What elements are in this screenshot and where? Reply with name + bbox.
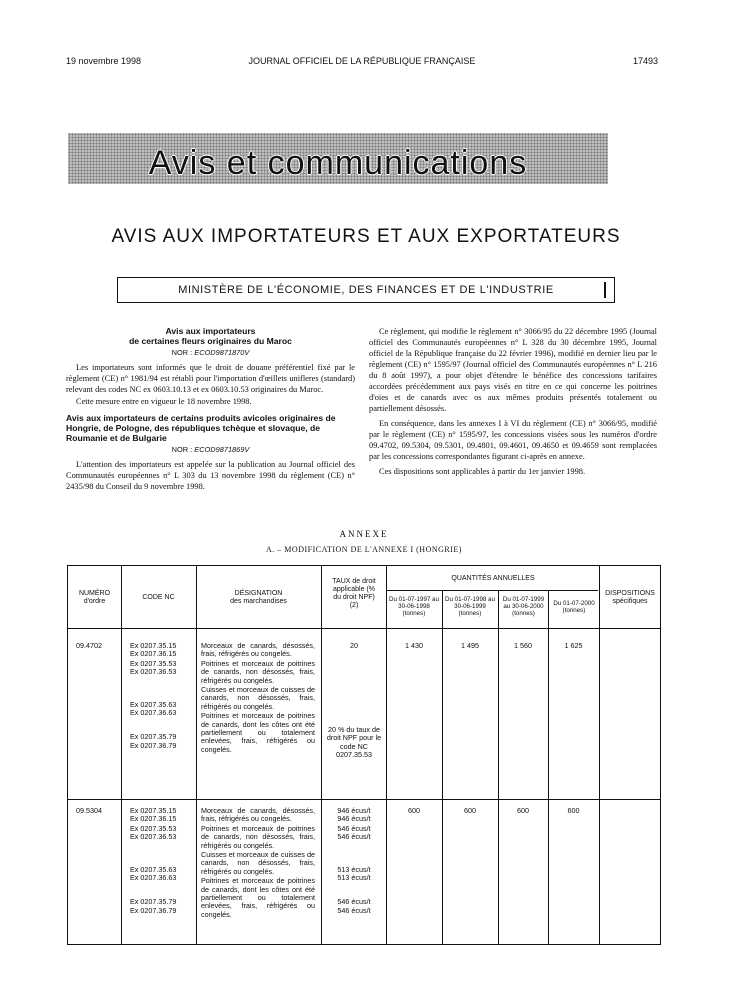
row2-designation: Poitrines et morceaux de poitrines de canards, non désossés, frais, réfrigérés ou congelés.: [201, 823, 315, 850]
row1-code: Ex 0207.35.15: [130, 641, 177, 650]
header-q1: Du 01-07-1997 au 30-06-1998 (tonnes): [389, 596, 439, 617]
row2-taux-value: 546 écus/t: [337, 905, 371, 915]
header-code-nc: CODE NC: [142, 594, 175, 601]
row2-code: Ex 0207.35.79: [130, 897, 177, 907]
left-column: [66, 326, 355, 493]
header-q4: Du 01-07-2000 (tonnes): [553, 600, 595, 614]
row1-code: Ex 0207.36.53: [130, 667, 177, 677]
row1-code: Ex 0207.36.15: [130, 649, 177, 659]
row2-code: Ex 0207.35.63: [130, 864, 177, 874]
row1-code: Ex 0207.35.53: [130, 658, 177, 668]
ministry-box: [117, 277, 615, 303]
header-page-number: 17493: [632, 56, 658, 66]
notice2-paragraph1: L'attention des importateurs est appelée sur la publication au Journal officiel des Communautés européennes n° L 303 du 13 novembre 1998 du règlement (CE) n° 2435/98 du Conseil du 9 novembre 1998.: [66, 460, 355, 491]
header-designation: [196, 590, 321, 606]
row1-code: Ex 0207.36.63: [130, 708, 177, 718]
header-q2: Du 01-07-1998 au 30-06-1999 (tonnes): [445, 596, 495, 617]
notice1-paragraph2: Cette mesure entre en vigueur le 18 novembre 1998.: [76, 397, 252, 406]
page-header: [66, 56, 658, 70]
table-col-divider: [196, 566, 197, 944]
notice1-title-line2: de certaines fleurs originaires du Maroc: [129, 336, 292, 346]
row2-taux-value: 513 écus/t: [337, 864, 371, 874]
table-col-divider: [599, 566, 600, 944]
right-paragraph3: Ces dispositions sont applicables à partir du 1er janvier 1998.: [379, 467, 586, 476]
header-designation-line2: des marchandises: [230, 598, 287, 605]
row2-code: Ex 0207.35.53: [130, 823, 177, 833]
row1-code: Ex 0207.35.63: [130, 699, 177, 709]
annexe-subtitle: A. – MODIFICATION DE L'ANNEXE I (HONGRIE): [266, 545, 462, 554]
notice2-title: Avis aux importateurs de certains produits avicoles originaires de Hongrie, de Pologne, des républiques tchèque et slovaque, de Roumanie et de Bulgarie: [66, 413, 336, 443]
notice1-paragraph1: Les importateurs sont informés que le droit de douane préférentiel fixé par le règlement (CE) n° 1981/94 est rétabli pour l'importation d'œillets unifleres (standard) relevant des codes NC ex 0603.10.13 et ex 0603.10.53 originaires du Maroc.: [66, 363, 355, 394]
header-date: 19 novembre 1998: [66, 56, 142, 66]
row2-q2: 600: [464, 806, 476, 815]
row1-q2: 1 495: [461, 641, 479, 650]
row2-designation: Morceaux de canards, désossés, frais, réfrigérés ou congelés.: [201, 806, 315, 824]
row1-q4: 1 625: [564, 641, 583, 650]
row1-taux: 20: [350, 641, 358, 650]
row2-code: Ex 0207.36.63: [130, 873, 177, 883]
row2-taux-value: 946 écus/t: [337, 806, 371, 815]
row1-designation: Morceaux de canards, désossés, frais, réfrigérés ou congelés.: [201, 641, 315, 659]
table-header-divider: [386, 590, 598, 591]
row2-code: Ex 0207.36.79: [130, 905, 177, 915]
header-numero: NUMÉRO d'ordre: [78, 590, 111, 605]
header-designation-line1: DÉSIGNATION: [234, 590, 283, 597]
table-row-divider: [68, 799, 660, 800]
row2-code: Ex 0207.35.15: [130, 806, 177, 815]
row1-q3: 1 560: [514, 641, 532, 650]
right-paragraph1: Ce règlement, qui modifie le règlement n° 3066/95 du 22 décembre 1995 (Journal officiel des Communautés européennes n° L 328 du 30 décembre 1995, Journal officiel de la République française du 22 février 1996), modifié en dernier lieu par le règlement (CE) n° 1595/97 (Journal officiel des Communautés européennes n° L 216 du 8 août 1997), a pour objet d'étendre le bénéfice des concessions tarifaires accordées précédemment aux pays visés en titre en ce qui concerne les poitrines d'oies et de canards avec os aux mêmes produits présentés totalement ou partiellement désossés.: [369, 327, 657, 413]
row2-taux-value: 546 écus/t: [337, 832, 371, 842]
row1-designation: Cuisses et morceaux de cuisses de canards, non désossés, frais, réfrigérés ou congelés.: [201, 685, 315, 711]
row1-designation: Poitrines et morceaux de poitrines de canards, dont les côtes ont été partiellement ou totalement enlevées, frais, réfrigérés ou congelés.: [201, 711, 315, 754]
header-journal-title: JOURNAL OFFICIEL DE LA RÉPUBLIQUE FRANÇAISE: [248, 56, 476, 66]
table-header-bottom: [68, 628, 660, 629]
row2-taux-value: 946 écus/t: [337, 814, 371, 824]
row1-taux-note: 20 % du taux de droit NPF pour le code NC 0207.35.53: [326, 725, 382, 760]
row2-designations: [201, 807, 315, 920]
row2-taux-value: 513 écus/t: [337, 873, 371, 883]
row1-codes: [130, 642, 196, 750]
banner-title: Avis et communications: [148, 144, 528, 182]
row2-designation: Cuisses et morceaux de cuisses de canards, non désossés, frais, réfrigérés ou congelés.: [201, 850, 315, 876]
row1-code: Ex 0207.35.79: [130, 732, 177, 742]
row1-numero: 09.4702: [76, 641, 102, 650]
row2-taux: [322, 807, 386, 915]
ministry-name: MINISTÈRE DE L'ÉCONOMIE, DES FINANCES ET DE L'INDUSTRIE: [178, 284, 554, 296]
row2-q3: 600: [517, 806, 529, 815]
quota-table: [67, 565, 661, 945]
row2-q4: 600: [567, 806, 580, 815]
section-title: AVIS AUX IMPORTATEURS ET AUX EXPORTATEURS: [111, 226, 621, 247]
notice1-nor-label: NOR :: [171, 348, 193, 357]
row2-code: Ex 0207.36.53: [130, 832, 177, 842]
notice2-nor-label: NOR :: [171, 445, 193, 454]
header-quantites: QUANTITÉS ANNUELLES: [451, 575, 535, 582]
right-paragraph2: En conséquence, dans les annexes I à VI du règlement (CE) n° 3066/95, modifié par le règlement (CE) n° 1595/97, les concessions visées sous les numéros d'ordre 09.4702, 09.5304, 09.5301, 09.4801, 09.4601, 09.4650 et 09.4659 sont remplacées par les concessions correspondantes figurant ci-après en annexe.: [369, 419, 657, 461]
annexe-title: ANNEXE: [339, 529, 389, 539]
row2-numero: 09.5304: [76, 806, 102, 815]
row2-taux-value: 546 écus/t: [337, 823, 371, 833]
ministry-box-bar: [604, 282, 606, 298]
row1-designation: Poitrines et morceaux de poitrines de canards, non désossés, frais, réfrigérés ou congelés.: [201, 658, 315, 685]
header-taux: TAUX de droit applicable (% du droit NPF) (2): [332, 578, 376, 609]
row2-designation: Poitrines et morceaux de poitrines de canards, dont les côtes ont été partiellement ou totalement enlevées, frais, réfrigérés ou congelés.: [201, 876, 315, 919]
table-col-divider: [386, 566, 387, 944]
row2-taux-value: 546 écus/t: [337, 897, 371, 907]
row2-codes: [130, 807, 196, 915]
table-col-divider: [121, 566, 122, 944]
notice1-nor: [66, 347, 355, 358]
notice1-nor-code: ECOD9871870V: [194, 348, 250, 357]
header-dispositions: DISPOSITIONS spécifiques: [605, 590, 655, 605]
row1-q1: 1 430: [405, 641, 423, 650]
row2-code: Ex 0207.36.15: [130, 814, 177, 824]
notice1-title-line1: Avis aux importateurs: [165, 326, 256, 336]
header-q3: Du 01-07-1999 au 30-06-2000 (tonnes): [502, 596, 545, 617]
row2-q1: 600: [408, 806, 420, 815]
row1-code: Ex 0207.36.79: [130, 740, 177, 750]
notice2-nor-code: ECOD9871869V: [194, 445, 250, 454]
row1-designations: [201, 642, 315, 755]
right-column: [369, 326, 657, 478]
notice2-nor: [66, 444, 355, 455]
